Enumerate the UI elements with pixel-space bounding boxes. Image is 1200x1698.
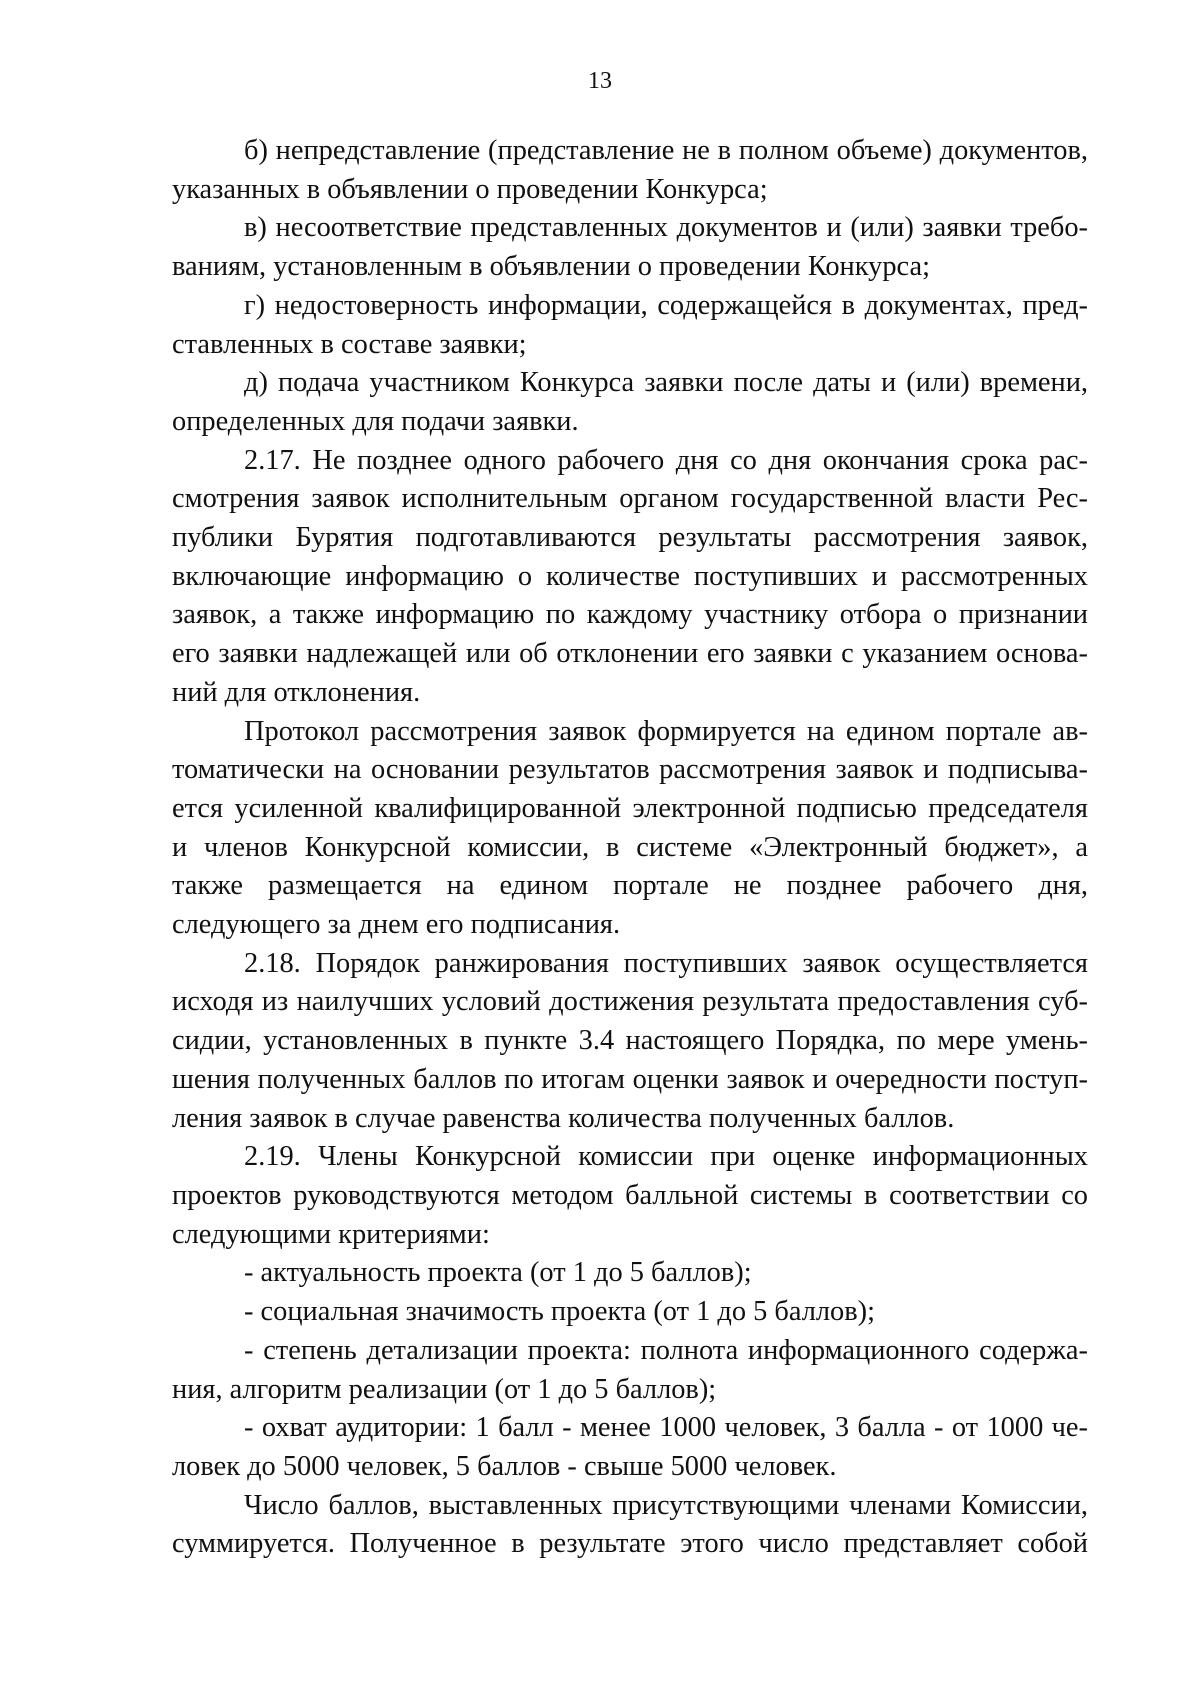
paragraph-item-v: в) несоответствие представленных документов и (или) заявки требованиям, установленным в объявлении о проведении Конкурса;: [172, 212, 1088, 283]
paragraph-2-19: 2.19. Члены Конкурсной комиссии при оценке информационных проектов руководствуются методом балльной системы в соответствии со следующими критериями:: [172, 1141, 1088, 1250]
paragraph-2-18: 2.18. Порядок ранжирования поступивших заявок осуществляется исходя из наилучших условий достижения результата предоставления субсидии, установленных в пункте 3.4 настоящего Порядка, по мере уменьшения полученных баллов по итогам оценки заявок и очередности поступления заявок в случае равенства количества полученных баллов.: [172, 947, 1088, 1134]
page-number: 13: [588, 68, 612, 94]
criterion-relevance: - актуальность проекта (от 1 до 5 баллов);: [244, 1257, 752, 1289]
paragraph-score-sum: Число баллов, выставленных присутствующими членами Комиссии, суммируется. Полученное в результате этого число представляет собой: [172, 1489, 1088, 1560]
paragraph-2-17: 2.17. Не позднее одного рабочего дня со дня окончания срока рассмотрения заявок исполнительным органом государственной власти Республики Бурятия подготавливаются результаты рассмотрения заявок, включающие информацию о количестве поступивших и рассмотренных заявок, а также информацию по каждому участнику отбора о признании его заявки надлежащей или об отклонении его заявки с указанием оснований для отклонения.: [172, 444, 1088, 708]
paragraph-item-b: б) непредставление (представление не в полном объеме) документов, указанных в объявлении о проведении Конкурса;: [172, 135, 1088, 205]
document-body: [172, 132, 1088, 1564]
criterion-social-significance: - социальная значимость проекта (от 1 до 5 баллов);: [244, 1296, 875, 1328]
paragraph-item-g: г) недостоверность информации, содержащейся в документах, представленных в составе заявки;: [172, 289, 1088, 360]
criterion-audience-reach: - охват аудитории: 1 балл - менее 1000 человек, 3 балла - от 1000 человек до 5000 человек, 5 баллов - свыше 5000 человек.: [172, 1412, 1088, 1482]
criterion-detail-level: - степень детализации проекта: полнота информационного содержания, алгоритм реализации (от 1 до 5 баллов);: [172, 1334, 1088, 1405]
paragraph-item-d: д) подача участником Конкурса заявки после даты и (или) времени, определенных для подачи заявки.: [172, 367, 1088, 437]
paragraph-protocol: Протокол рассмотрения заявок формируется на едином портале автоматически на основании результатов рассмотрения заявок и подписывается усиленной квалифицированной электронной подписью председателя и членов Конкурсной комиссии, в системе «Электронный бюджет», а также размещается на едином портале не позднее рабочего дня, следующего за днем его подписания.: [172, 715, 1088, 941]
